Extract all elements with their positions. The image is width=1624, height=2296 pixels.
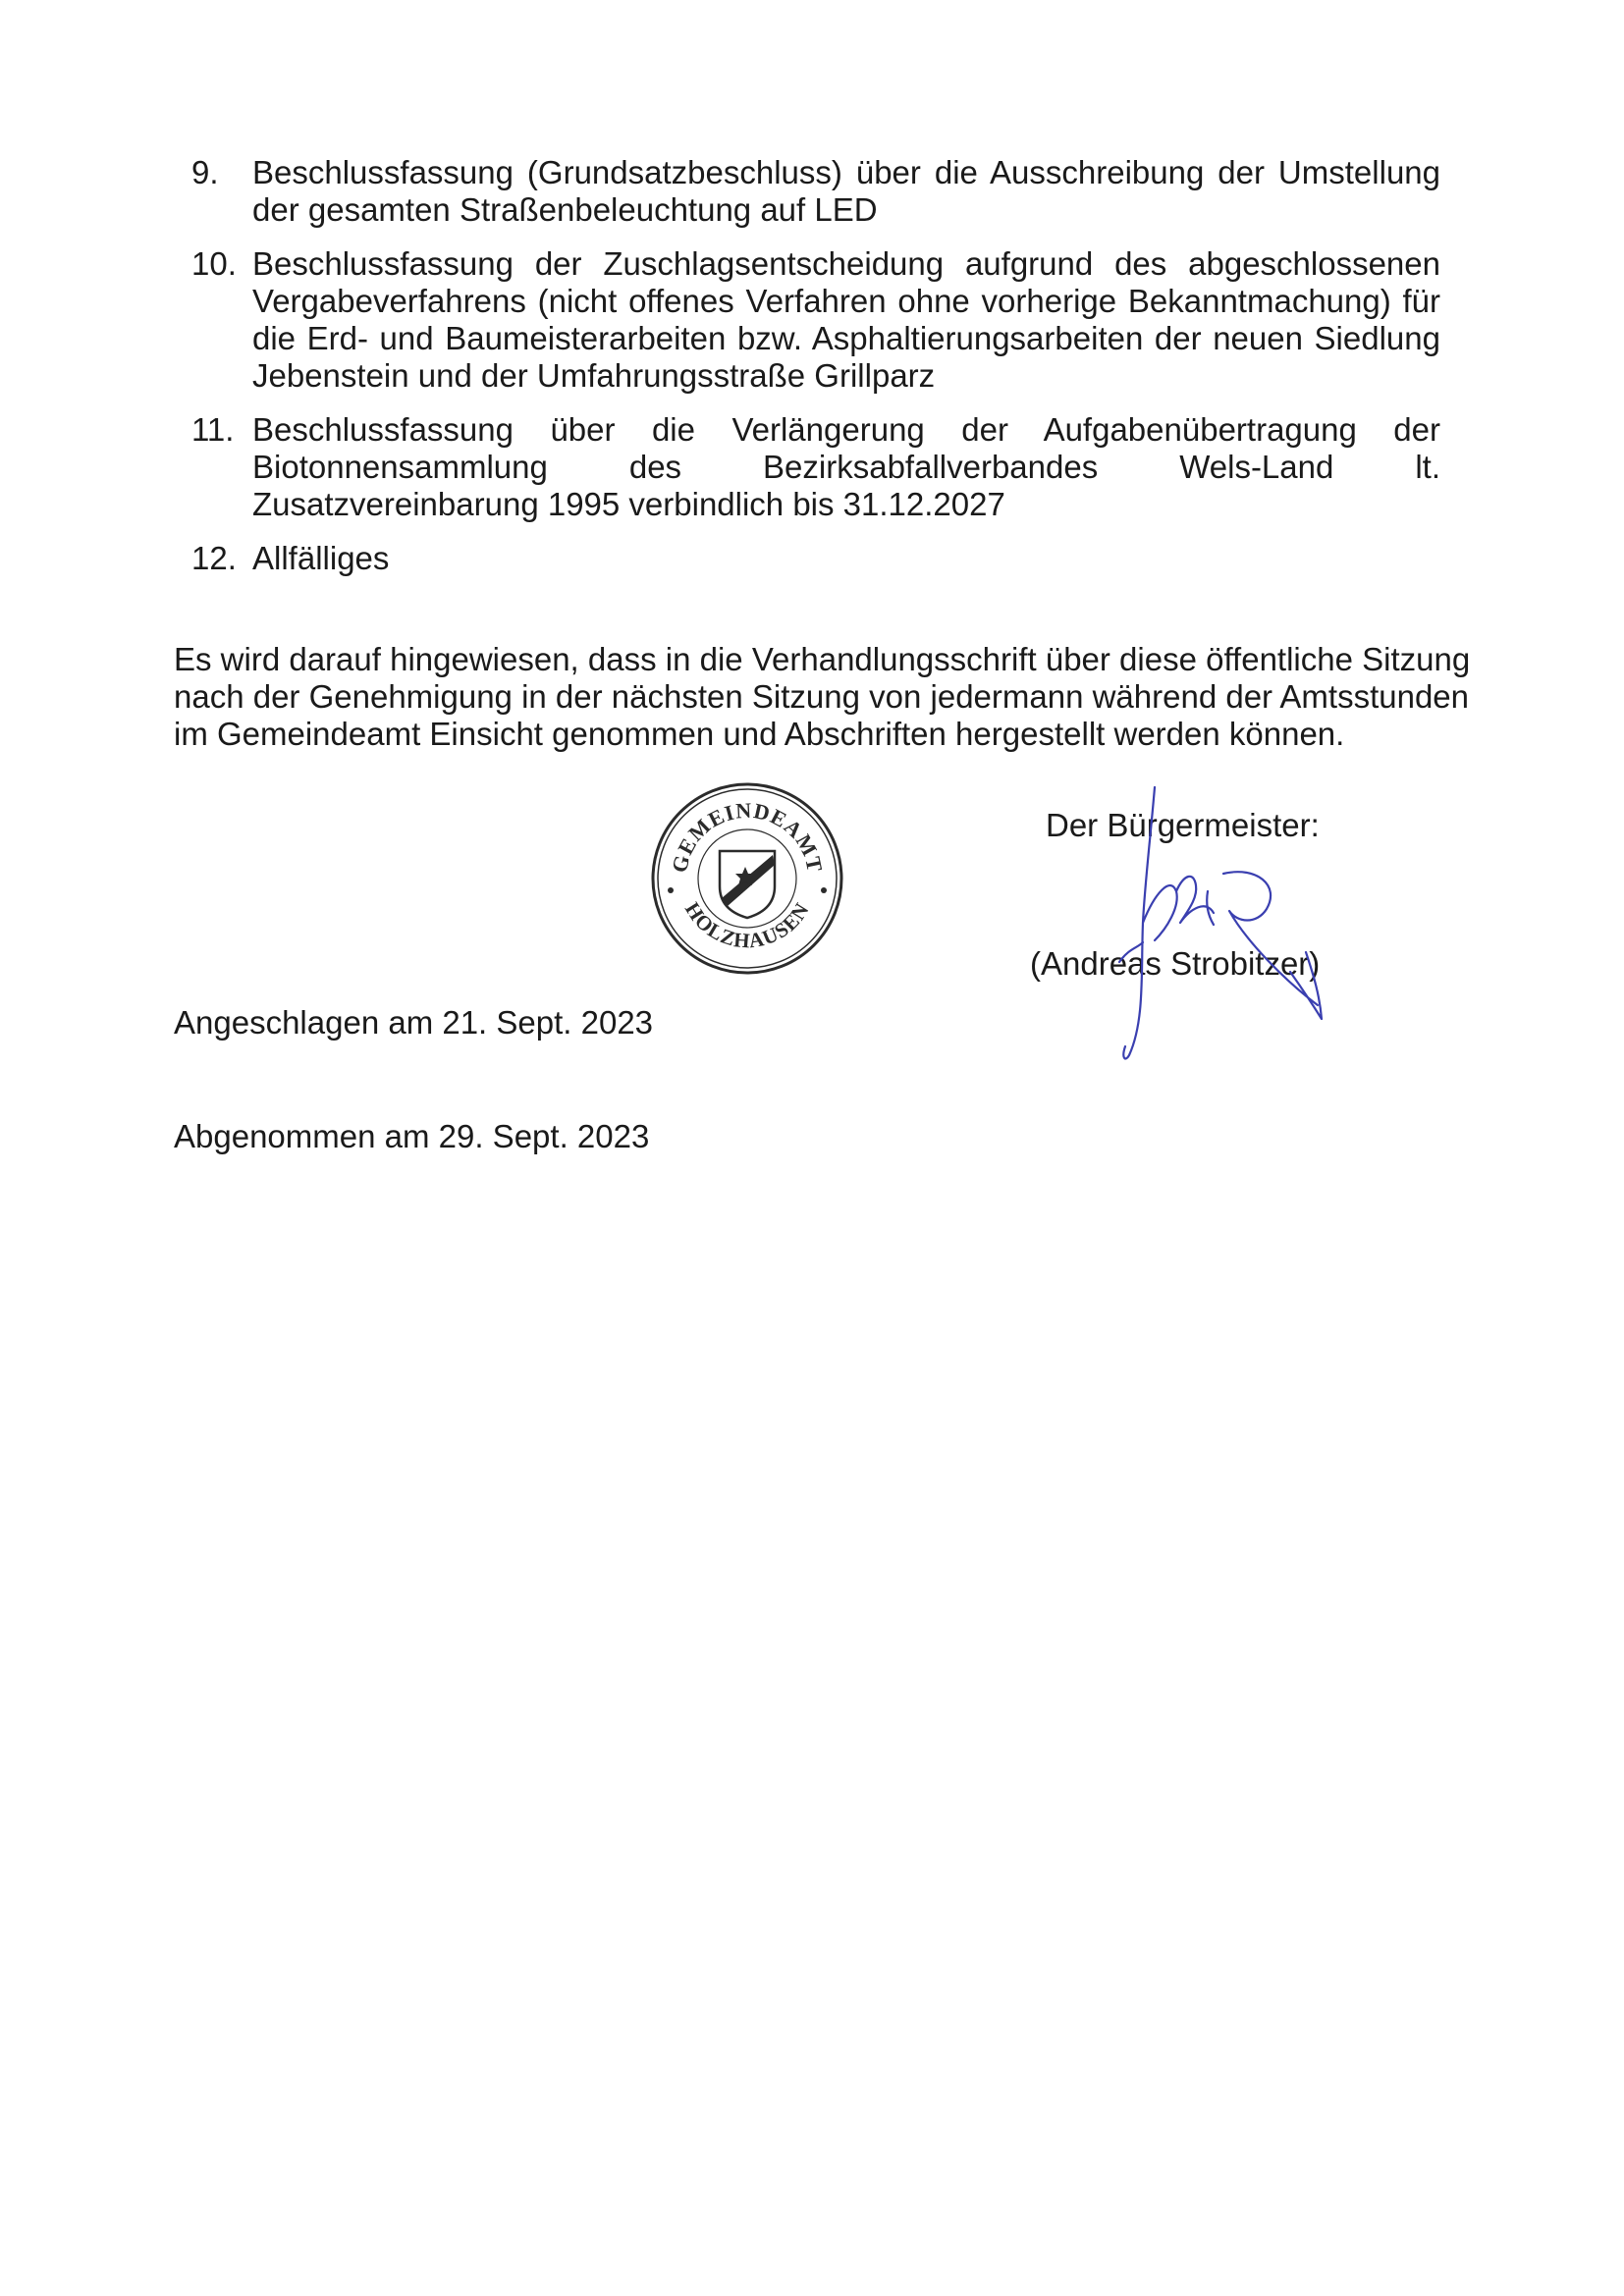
agenda-item-number: 10.: [191, 245, 237, 282]
mayor-name: (Andreas Strobitzer): [1030, 945, 1321, 982]
agenda-item-number: 11.: [191, 411, 235, 448]
agenda-item-text: Beschlussfassung (Grundsatzbeschluss) über die Ausschreibung der Umstellung der gesamten Straßenbeleuchtung auf LED: [252, 154, 1440, 228]
agenda-item-text: Beschlussfassung über die Verlängerung der Aufgabenübertragung der Biotonnensammlung des Bezirksabfallverbandes Wels-Land lt. Zusatzvereinbarung 1995 verbindlich bis 31.12.2027: [252, 411, 1440, 522]
seal-top-text: GEMEINDEAMT: [667, 797, 828, 876]
public-notice-paragraph: Es wird darauf hingewiesen, dass in die Verhandlungsschrift über diese öffentliche Sitzung nach der Genehmigung in der nächsten Sitzung von jedermann während der Amtsstunden im Gemeindeamt Einsicht genommen und Abschriften hergestellt werden können.: [174, 641, 1471, 752]
removed-date: Abgenommen am 29. Sept. 2023: [174, 1118, 650, 1154]
agenda-list: [191, 154, 1440, 594]
seal-bottom-text: HOLZHAUSEN: [679, 897, 815, 953]
agenda-item-text: Beschlussfassung der Zuschlagsentscheidung aufgrund des abgeschlossenen Vergabeverfahrens (nicht offenes Verfahren ohne vorherige Bekanntmachung) für die Erd- und Baumeisterarbeiten bzw. Asphaltierungsarbeiten der neuen Siedlung Jebenstein und der Umfahrungsstraße Grillparz: [252, 245, 1440, 394]
agenda-item-text: Allfälliges: [252, 540, 390, 576]
agenda-item-number: 12.: [191, 540, 237, 576]
svg-text:HOLZHAUSEN: [680, 898, 814, 953]
municipal-seal-stamp: [649, 780, 845, 977]
agenda-item-number: 9.: [191, 154, 219, 190]
agenda-item: [191, 245, 1440, 395]
agenda-item: [191, 154, 1440, 229]
posted-date: Angeschlagen am 21. Sept. 2023: [174, 1004, 654, 1041]
agenda-item: [191, 540, 1440, 577]
agenda-item: [191, 411, 1440, 523]
handwritten-signature: [1060, 775, 1355, 1070]
mayor-label: Der Bürgermeister:: [1046, 807, 1320, 843]
